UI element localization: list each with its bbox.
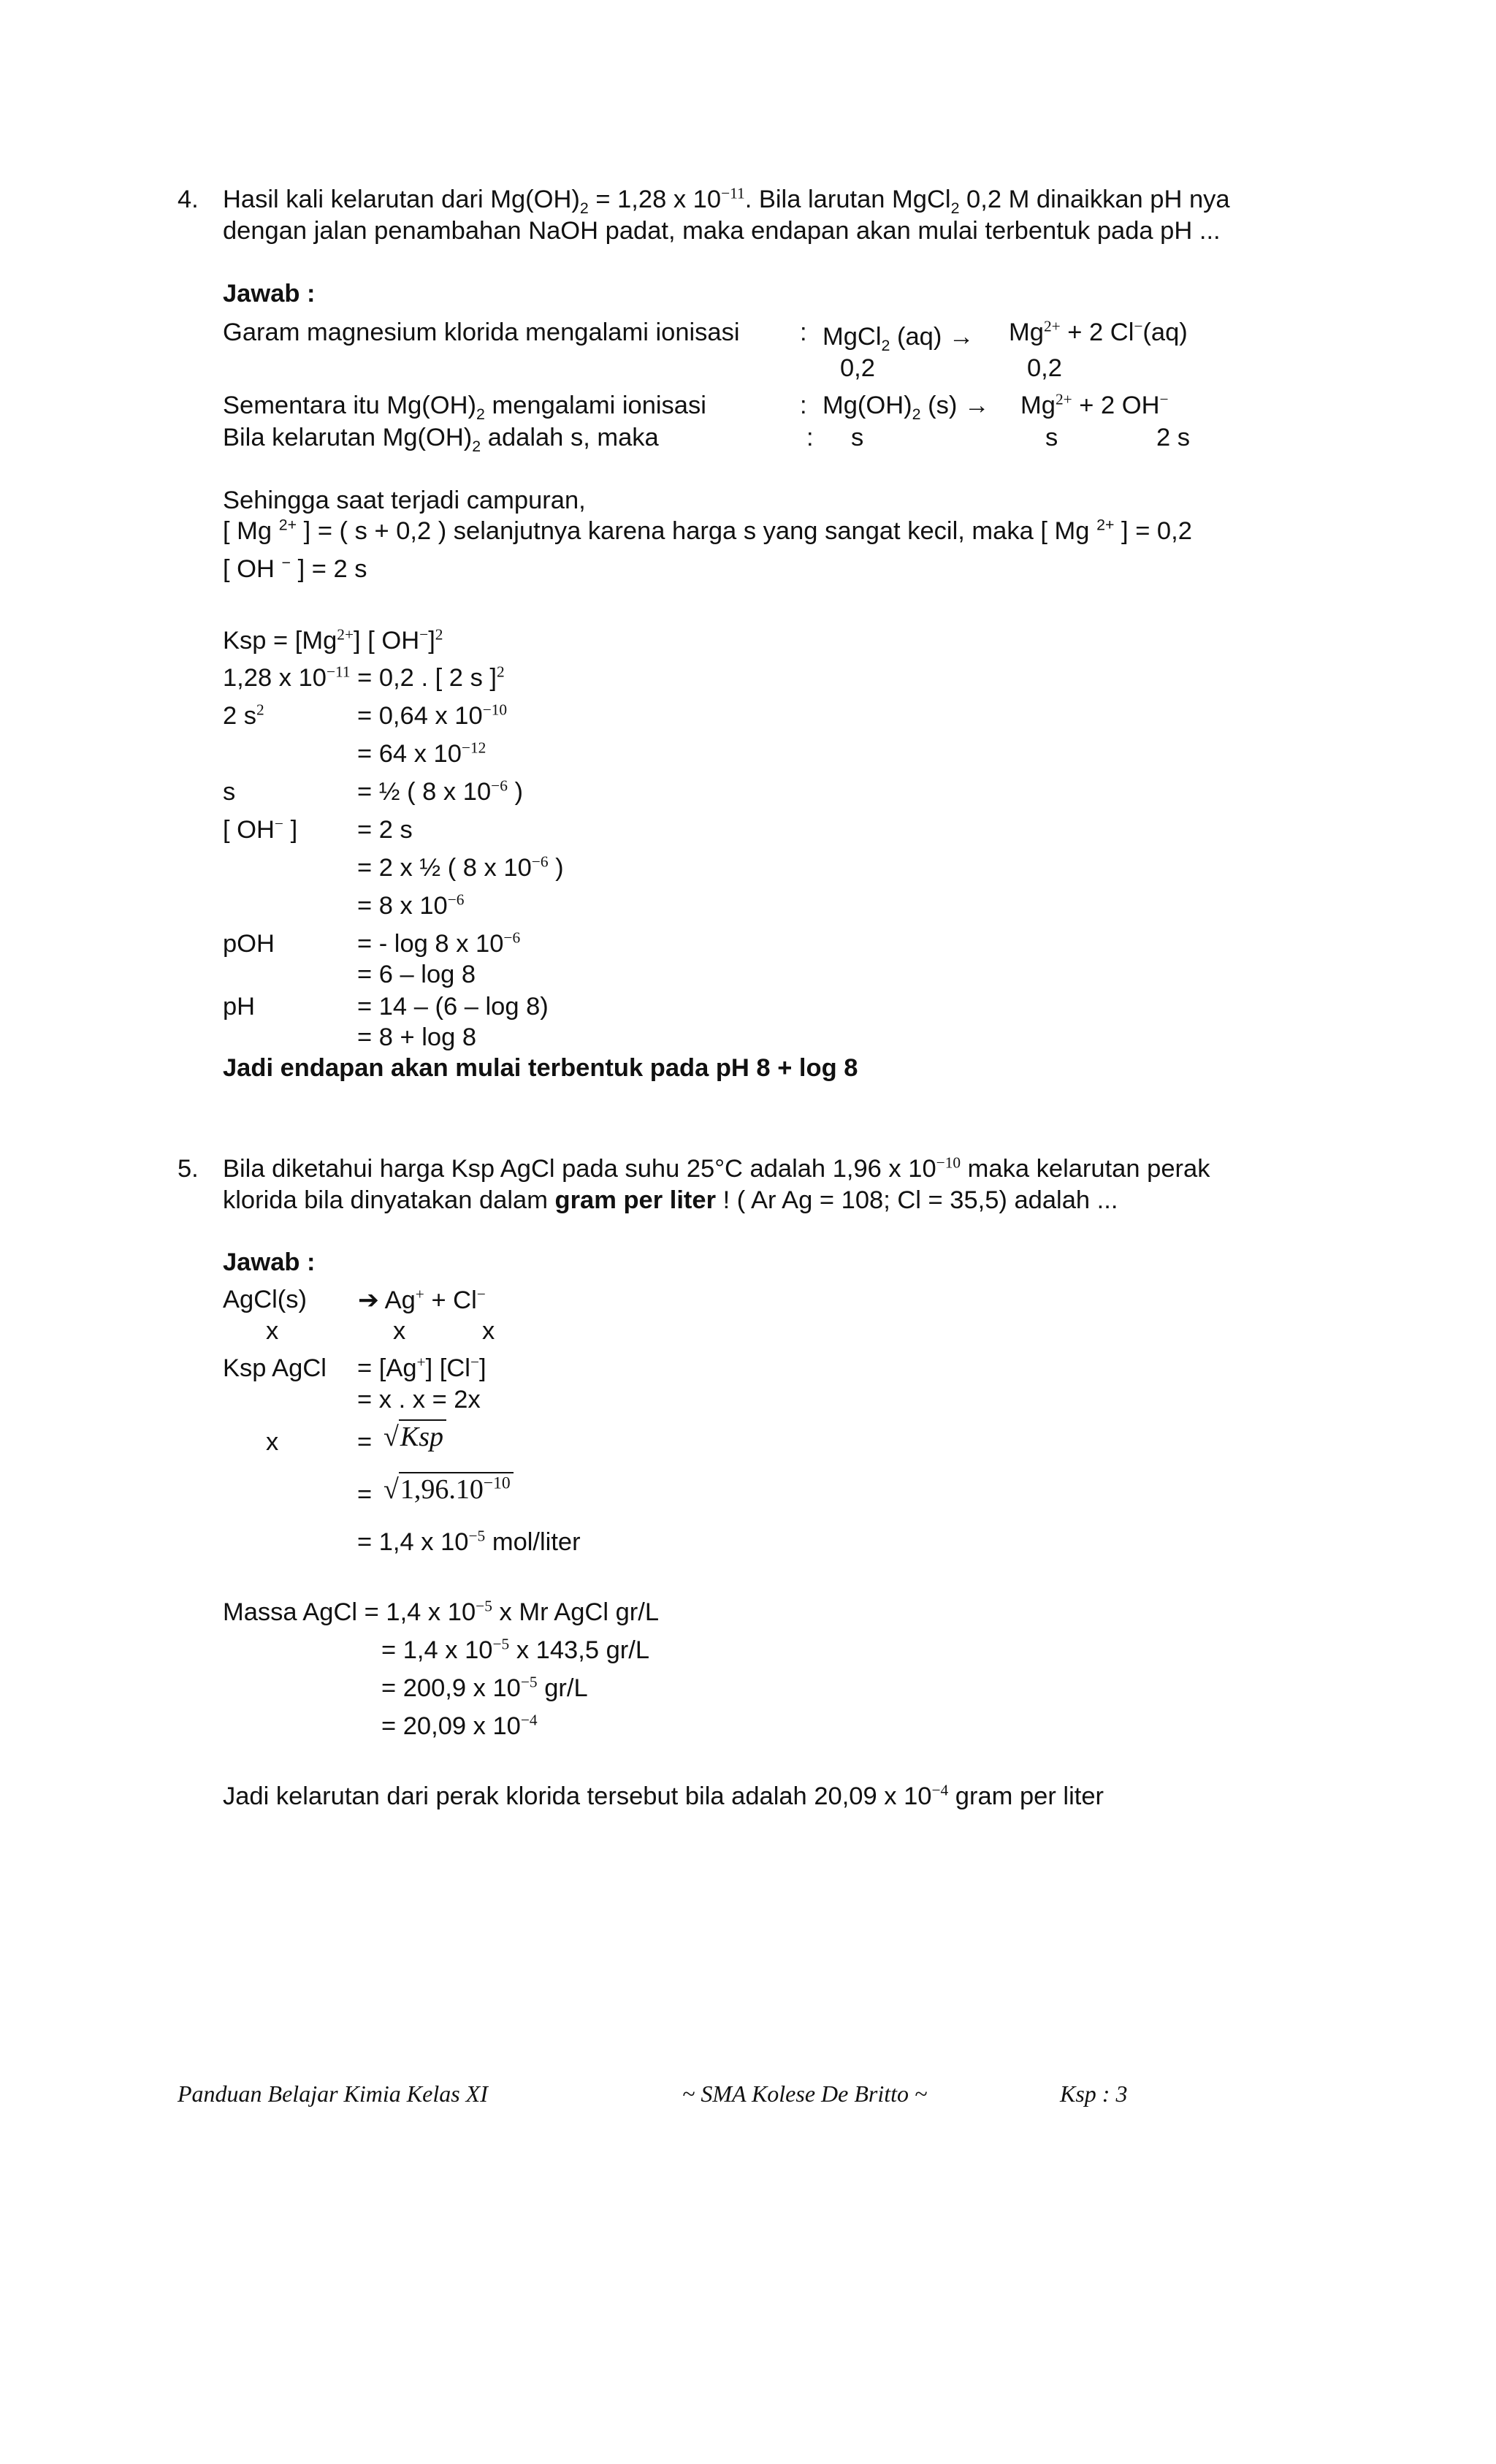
- reaction-mgoh2: $Mg(OH)_2$ (s) →: [823, 392, 990, 423]
- equation-label: pH: [223, 993, 256, 1021]
- colon: :: [806, 424, 814, 451]
- equation-value: = - log 8 x $10^{-6}$: [357, 928, 521, 958]
- conclusion: Jadi endapan akan mulai terbentuk pada pH 8 + log 8: [223, 1054, 858, 1082]
- equation-value: = 1,4 x $10^{-5}$ mol/liter: [357, 1527, 581, 1556]
- equation-value: = x . x = 2x: [357, 1386, 481, 1414]
- equation-value: = ½ ( 8 x $10^{-6}$ ): [357, 777, 523, 806]
- answer-heading: Jawab :: [223, 1248, 316, 1276]
- answer-heading: Jawab :: [223, 280, 316, 308]
- equation-value: = 14 – (6 – log 8): [357, 993, 549, 1021]
- square-root: √Ksp: [383, 1419, 446, 1453]
- question-text-line: Hasil kali kelarutan dari $Mg(OH)_2 = 1,28$ x $10^{-11}$. Bila larutan MgCl$_2$ 0,2 M dinaikkan pH nya: [223, 184, 1230, 217]
- equation-line: Ksp = $[Mg^{2+}]$ [ OH−]$^2$: [223, 625, 443, 655]
- value: x: [482, 1317, 495, 1345]
- equation-value: = 6 – log 8: [357, 961, 476, 988]
- reaction-products: $Mg^{2+} + 2$ OH−: [1020, 390, 1169, 419]
- equation-label: Ksp AgCl: [223, 1354, 327, 1382]
- question-number: 5.: [178, 1155, 199, 1183]
- equation-value: = 2 s: [357, 816, 413, 844]
- answer-line: Bila kelarutan $Mg(OH)_2$ adalah s, maka: [223, 424, 659, 455]
- equals-sign: =: [357, 1481, 373, 1508]
- footer-page-number: Ksp : 3: [1060, 2080, 1128, 2107]
- question-text-line: Bila diketahui harga Ksp AgCl pada suhu 25°C adalah 1,96 x $10^{-10}$ maka kelarutan perak: [223, 1153, 1210, 1183]
- value: 2 s: [1156, 424, 1191, 451]
- equation-value: = 0,64 x $10^{-10}$: [357, 701, 508, 730]
- equation-value: = [Ag+] [Cl−]: [357, 1353, 486, 1382]
- value: x: [266, 1317, 279, 1345]
- answer-line: Sementara itu $Mg(OH)_2$ mengalami ionisasi: [223, 392, 706, 423]
- answer-line: Garam magnesium klorida mengalami ionisasi: [223, 319, 740, 346]
- footer-center: ~ SMA Kolese De Britto ~: [682, 2080, 928, 2107]
- footer-left: Panduan Belajar Kimia Kelas XI: [178, 2080, 488, 2107]
- value: 0,2: [840, 354, 875, 382]
- conclusion: Jadi kelarutan dari perak klorida tersebut bila adalah 20,09 x $10^{-4}$ gram per liter: [223, 1781, 1104, 1810]
- value: 0,2: [1027, 354, 1062, 382]
- answer-line: [ OH − ] = 2 s: [223, 554, 367, 583]
- question-text-line: dengan jalan penambahan NaOH padat, maka endapan akan mulai terbentuk pada pH ...: [223, 217, 1221, 245]
- equation-label: [ OH− ]: [223, 815, 298, 844]
- equation-line: 1,28 x $10^{-11} = 0,2$ . [ 2 s ]$^2$: [223, 663, 505, 692]
- value: s: [851, 424, 864, 451]
- question-text-line: klorida bila dinyatakan dalam gram per liter ! ( Ar Ag = 108; Cl = 35,5) adalah ...: [223, 1186, 1118, 1214]
- reaction-mgcl2: MgCl$_2$ (aq) →: [823, 323, 974, 354]
- equation-line: Massa AgCl = 1,4 x $10^{-5}$ x Mr AgCl gr/L: [223, 1597, 660, 1626]
- equation-label: x: [266, 1428, 279, 1456]
- question-number: 4.: [178, 186, 199, 213]
- reaction-reactant: AgCl(s): [223, 1286, 308, 1313]
- reaction-products: ➔ Ag+ + Cl−: [358, 1285, 486, 1314]
- value: s: [1045, 424, 1058, 451]
- reaction-products: $Mg^{2+} + 2$ Cl−(aq): [1009, 317, 1188, 346]
- equation-label: pOH: [223, 930, 275, 958]
- equation-value: = 1,4 x $10^{-5}$ x 143,5 gr/L: [381, 1635, 650, 1664]
- square-root: $√1,96.10^{-10}$: [383, 1472, 514, 1506]
- equation-value: = 64 x $10^{-12}$: [357, 739, 486, 768]
- equation-label: s: [223, 778, 236, 806]
- equation-value: = 20,09 x $10^{-4}$: [381, 1711, 538, 1740]
- equation-label: 2 $s^2$: [223, 701, 264, 730]
- colon: :: [800, 392, 807, 419]
- equation-value: = 8 + log 8: [357, 1023, 477, 1051]
- answer-line: [ Mg $^{2+}$ ] = ( s + 0,2 ) selanjutnya karena harga s yang sangat kecil, maka [ Mg $^{2+}$ ] = 0,2: [223, 516, 1192, 545]
- equation-value: = 2 x ½ ( 8 x $10^{-6}$ ): [357, 853, 564, 882]
- value: x: [393, 1317, 406, 1345]
- equation-value: = 200,9 x $10^{-5}$ gr/L: [381, 1673, 588, 1702]
- colon: :: [800, 319, 807, 346]
- equals-sign: =: [357, 1428, 373, 1456]
- equation-value: = 8 x $10^{-6}$: [357, 890, 465, 920]
- answer-line: Sehingga saat terjadi campuran,: [223, 487, 586, 514]
